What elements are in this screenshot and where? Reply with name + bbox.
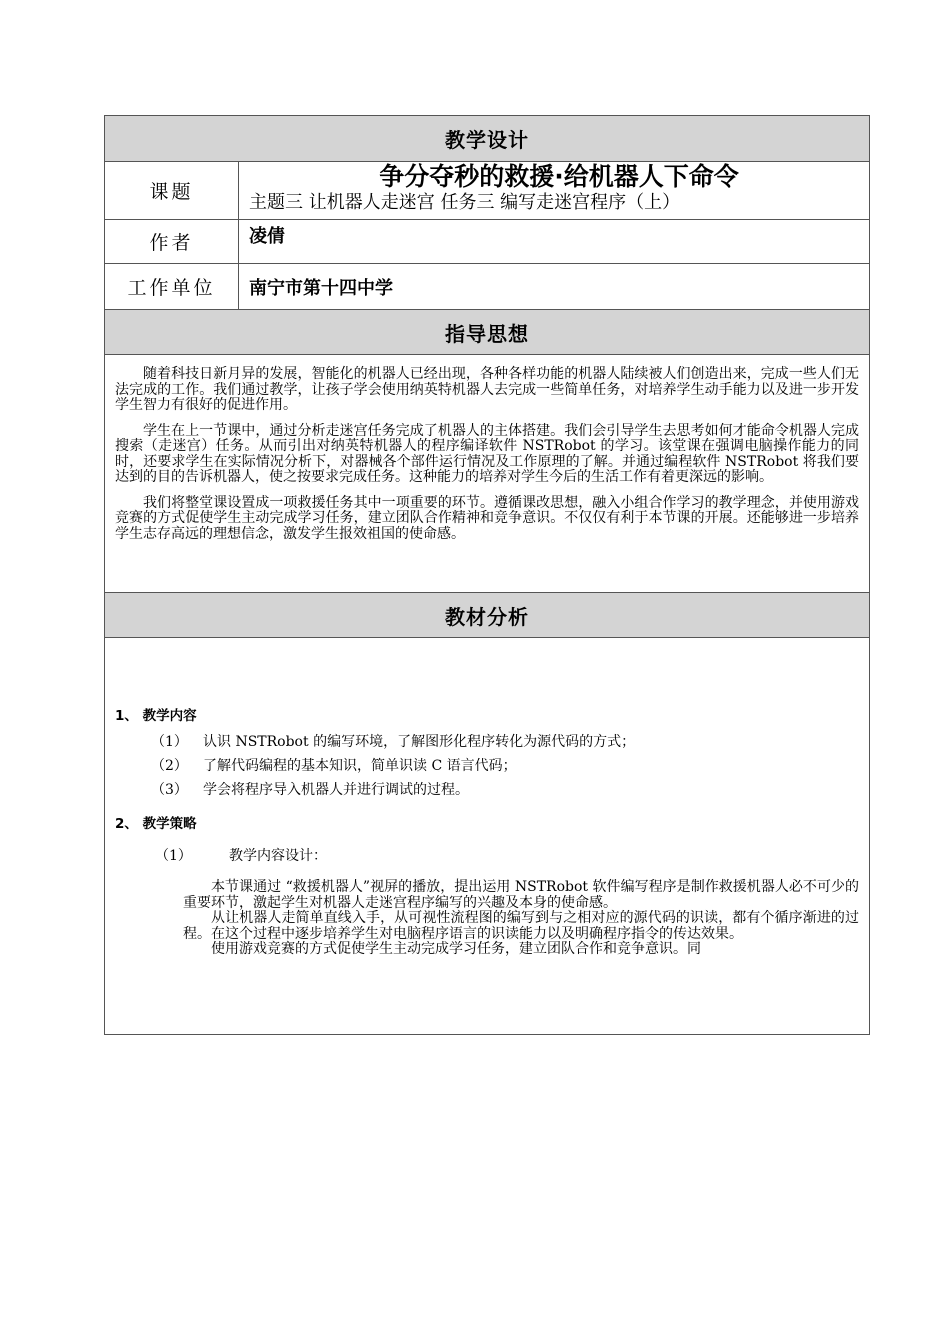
content-list	[115, 732, 869, 800]
content-item-text: 认识 NSTRobot 的编写环境，了解图形化程序转化为源代码的方式；	[203, 734, 636, 750]
strategy-paragraph-2: 从让机器人走简单直线入手，从可视性流程图的编写到与之相对应的源代码的识读，都有个循序渐进的过程。在这个过程中逐步培养学生对电脑程序语言的识读能力以及明确程序指令的传达效果。	[183, 910, 859, 942]
material-body	[105, 638, 869, 1034]
lesson-plan-table	[104, 115, 870, 1035]
guiding-text	[105, 355, 869, 592]
strategy-heading: 2、 教学策略	[115, 816, 197, 832]
guiding-body	[105, 355, 869, 593]
design-header-text: 教学设计	[445, 128, 529, 152]
topic-label: 课题	[105, 162, 239, 219]
content-item	[151, 756, 869, 776]
design-header	[105, 116, 869, 162]
content-item	[151, 732, 869, 752]
guiding-paragraph-3: 我们将整堂课设置成一项救援任务其中一项重要的环节。遵循课改思想，融入小组合作学习的教学理念，并使用游戏竞赛的方式促使学生主动完成学习任务，建立团队合作精神和竞争意识。不仅仅有利于本节课的开展。还能够进一步培养学生志存高远的理想信念，激发学生报效祖国的使命感。	[115, 494, 859, 542]
author-label: 作者	[105, 220, 239, 263]
author-row	[105, 220, 869, 264]
strategy-item-text: 教学内容设计：	[229, 848, 327, 864]
unit-label: 工作单位	[105, 264, 239, 309]
content-item-num: （2）	[151, 758, 188, 774]
strategy-paragraph-1: 本节课通过 “救援机器人”视屏的播放，提出运用 NSTRobot 软件编写程序是制作救援机器人必不可少的重要环节，激起学生对机器人走迷宫程序编写的兴趣及本身的使命感。	[183, 879, 859, 911]
unit-value	[239, 264, 869, 309]
content-item-num: （1）	[151, 734, 188, 750]
material-header-text: 教材分析	[445, 604, 529, 629]
content-item-text: 了解代码编程的基本知识，简单识读 C 语言代码；	[203, 758, 517, 774]
content-item-text: 学会将程序导入机器人并进行调试的过程。	[203, 782, 469, 798]
guiding-header-text: 指导思想	[445, 321, 529, 346]
material-text	[105, 638, 869, 1034]
topic-row	[105, 162, 869, 220]
guiding-header	[105, 310, 869, 355]
lesson-title: 争分夺秒的救援·给机器人下命令	[379, 162, 739, 191]
content-heading: 1、 教学内容	[115, 708, 197, 724]
guiding-paragraph-2: 学生在上一节课中，通过分析走迷宫任务完成了机器人的主体搭建。我们会引导学生去思考如何才能命令机器人完成搜索（走迷宫）任务。从而引出对纳英特机器人的程序编译软件 NSTRobot 的学习。该堂课在强调电脑操作能力的同时，还要求学生在实际情况分析下，对器械各个部件运行情况及工作原理的了解。并通过编程软件 NSTRobot 将我们要达到的目的告诉机器人，使之按要求完成任务。这种能力的培养对学生今后的生活工作有着更深远的影响。	[115, 422, 859, 485]
unit-row	[105, 264, 869, 310]
guiding-paragraph-1: 随着科技日新月异的发展，智能化的机器人已经出现，各种各样功能的机器人陆续被人们创造出来，完成一些人们无法完成的工作。我们通过教学，让孩子学会使用纳英特机器人去完成一些简单任务，对培养学生动手能力以及进一步开发学生智力有很好的促进作用。	[115, 366, 859, 413]
topic-value	[239, 162, 869, 219]
strategy-paragraph-3: 使用游戏竞赛的方式促使学生主动完成学习任务，建立团队合作和竞争意识。同	[211, 941, 701, 957]
author-value	[239, 220, 869, 263]
strategy-item	[115, 846, 869, 866]
unit-name: 南宁市第十四中学	[249, 277, 393, 299]
strategy-paragraphs	[115, 880, 869, 958]
content-item-num: （3）	[151, 782, 188, 798]
author-name: 凌倩	[249, 226, 285, 247]
strategy-item-num: （1）	[155, 848, 192, 864]
material-header	[105, 593, 869, 638]
content-item	[151, 780, 869, 800]
lesson-subtitle: 主题三 让机器人走迷宫 任务三 编写走迷宫程序（上）	[249, 192, 681, 213]
